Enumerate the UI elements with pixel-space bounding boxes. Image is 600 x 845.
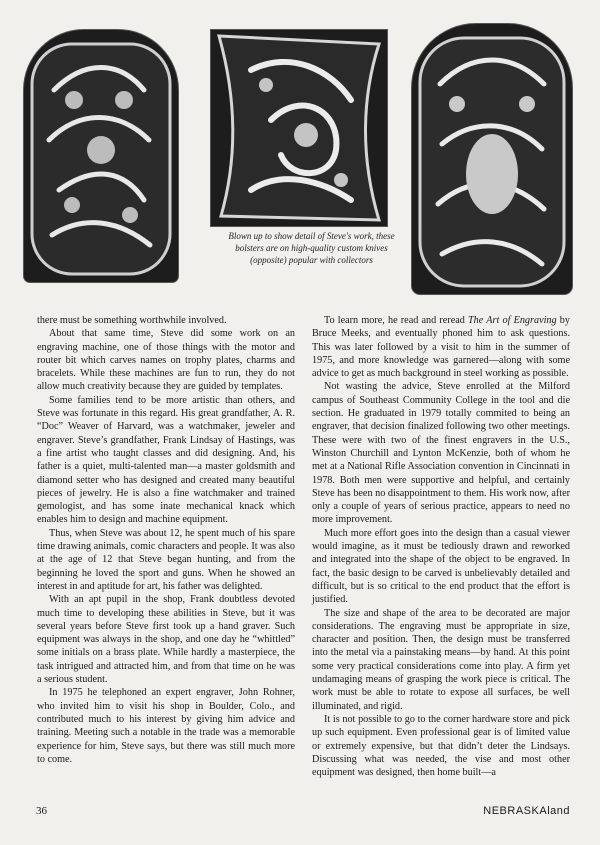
paragraph: In 1975 he telephoned an expert engraver, John Rohner, who invited him to visit his shop in Boulder, Colo., and contributed much to his interest by giving him advice and training. Meeting such a notable in the trade was a memorable experience for him, Steve says, but there was still much more to come. (37, 687, 295, 765)
book-title: The Art of Engraving (468, 315, 557, 326)
paragraph: About that same time, Steve did some work on an engraving machine, one of those things with the motor and router bit which carves names on trophy plates, charms and bracelets. While these machines are fun to run, they do not allow much creativity because they are guided by templates. (37, 328, 295, 393)
paragraph: It is not possible to go to the corner hardware store and pick up such equipment. Even professional gear is of limited value or extremely expensive, but that didn’t deter the Lindsays. Discussing what was needed, the vise and most other equipment was designed, then home built—a (312, 713, 570, 779)
paragraph: there must be something worthwhile involved. (37, 315, 227, 326)
magazine-name: NEBRASKAland (483, 805, 570, 817)
engraved-bolster-photo-right (412, 24, 572, 294)
paragraph-text: To learn more, he read and reread (324, 315, 469, 326)
paragraph-text: by Bruce Meeks, and eventually phoned him to ask questions. This was later followed by a visit to him in the summer of 1975, and more knowledge was garnered—along with some advice to get as much background in steel working as possible. (312, 315, 570, 380)
page-number: 36 (36, 805, 47, 817)
photo-caption: Blown up to show detail of Steve's work, these bolsters are on high-quality custom knives (opposite) popular with collectors (228, 231, 395, 265)
engraved-bolster-photo-icon (412, 24, 572, 294)
paragraph (312, 314, 570, 380)
paragraph: The size and shape of the area to be decorated are major considerations. The engraving must be appropriate in size, character and position. Then, the design must be transferred into the metal via a painstaking means—by hand. At this point some very practical considerations come into play. A firm yet undamaging means of grasping the work piece is critical. The work must be able to rotate to expose all surfaces, be well illuminated, and rigid. (312, 607, 570, 712)
engraved-bolster-closeup-photo (211, 30, 387, 226)
paragraph: Much more effort goes into the design than a casual viewer would imagine, as it must be tediously drawn and reworked and integrated into the shape of the object to be engraved. In fact, the basic design to be carved is unbelievably detailed and difficult, but is so critical to the end product that the effort is justified. (312, 527, 570, 606)
engraved-bolster-photo-icon (24, 30, 178, 282)
paragraph: With an apt pupil in the shop, Frank doubtless devoted much time to developing these abilities in Steve, but it was several years before Steve first took up a hand graver. Such equipment was always in the shop, and one day he “whittled” some initials on a brass plate. While hardly a masterpiece, the task intrigued and attracted him, and from that time on he was a serious student. (37, 594, 295, 686)
paragraph: Not wasting the advice, Steve enrolled at the Milford campus of Southeast Community College in the tool and die section. He graduated in 1979 totally commited to being an engraver, that decision finalized following two other meetings. These were with two of the finest engravers in the U.S., Winston Churchill and Lynton McKenzie, both of whom he met at a National Rifle Association convention in Cincinnati in 1978. Both men were supportive and helpful, and certainly Steve has been no disappointment to them. His work now, after only a couple of years of serious practice, appears to need no more improvement. (312, 381, 570, 526)
engraved-bolster-closeup-icon (211, 30, 387, 226)
paragraph: Some families tend to be more artistic than others, and Steve was fortunate in this regard. His great grandfather, A. R. “Doc” Weaver of Harvard, was a watchmaker, jeweler and engraver. Steve’s grandfather, Frank Lindsay of Hastings, was a fine artist who taught classes and did designing. And, his father is a quiet, multi-talented man—a master goldsmith and diamond setter who has designed and created many beautiful pieces of jewelry. He is also a fine watchmaker and trained gemologist, and has some inate mechanical knack which enables him to design and machine equipment. (37, 394, 295, 526)
engraved-bolster-photo-left (24, 30, 178, 282)
paragraph: Thus, when Steve was about 12, he spent much of his spare time drawing animals, comic characters and people. It was also at the age of 12 that Steve began hunting, and from the beginning he loved the sport and guns. When he showed an interest in and aptitude for art, his father was delighted. (37, 527, 295, 592)
article-column-right (312, 314, 570, 779)
article-column-left (37, 314, 295, 766)
